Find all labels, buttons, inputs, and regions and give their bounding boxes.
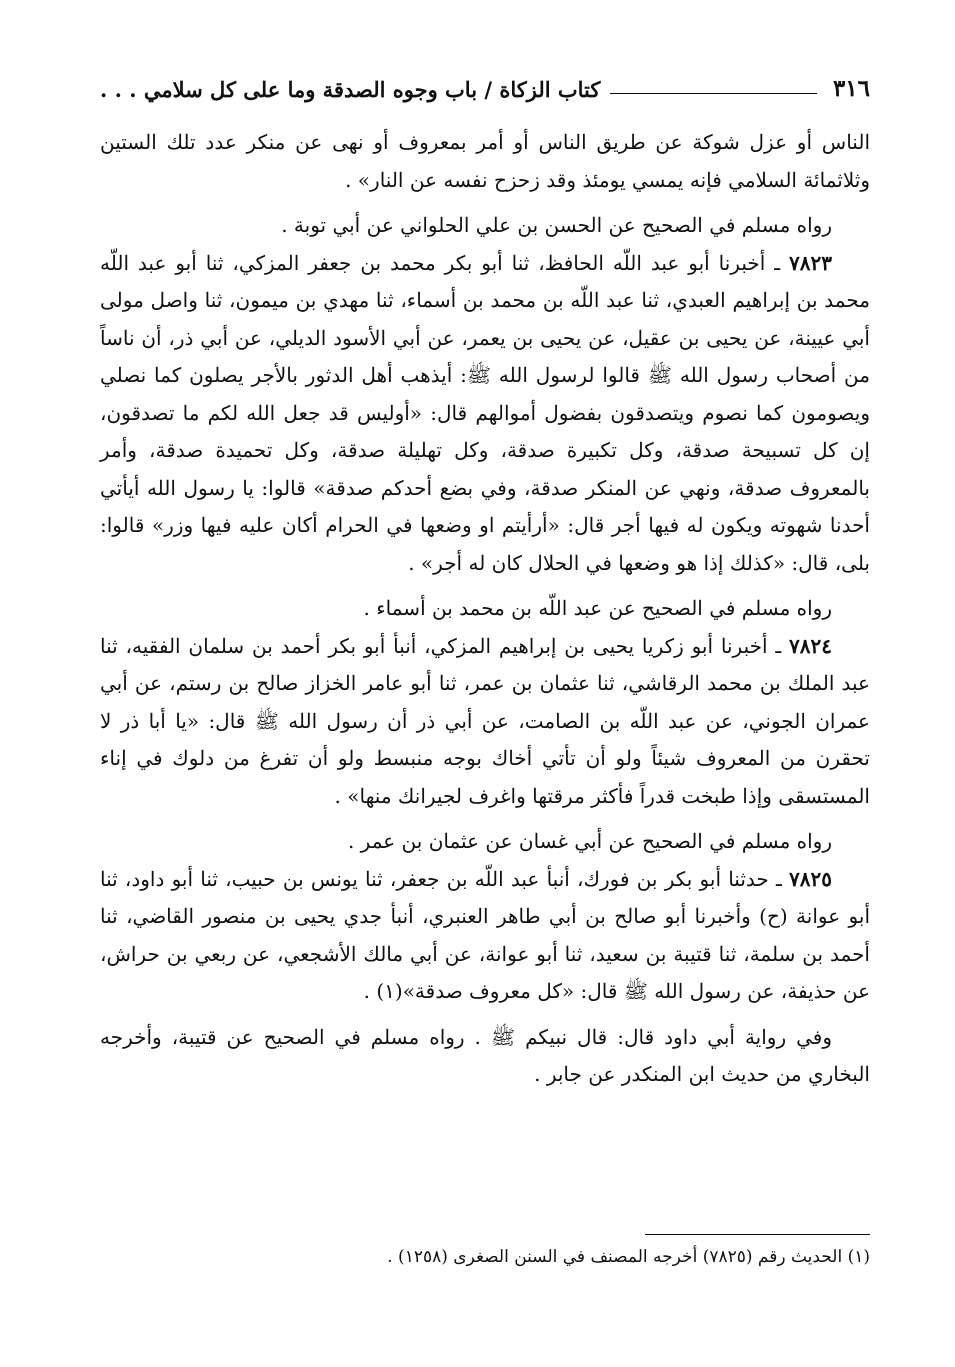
running-title: كتاب الزكاة / باب وجوه الصدقة وما على كل سلامي . . . [100,77,601,102]
hadith-number: ٧٨٢٣ [789,250,832,275]
paragraph-text: رواه مسلم في الصحيح عن عبد اللّه بن محمد بن أسماء . [363,596,832,620]
paragraph-attribution [100,823,870,861]
paragraph-text: وفي رواية أبي داود قال: قال نبيكم ﷺ . رواه مسلم في الصحيح عن قتيبة، وأخرجه البخاري من حديث ابن المنكدر عن جابر . [100,1024,870,1086]
header-rule [610,93,817,94]
paragraph-attribution [100,207,870,245]
paragraph-text: ـ أخبرنا أبو عبد اللّه الحافظ، ثنا أبو بكر محمد بن جعفر المزكي، ثنا أبو عبد اللّه محمد بن إبراهيم العبدي، ثنا عبد اللّه بن محمد بن أسماء، ثنا مهدي بن ميمون، ثنا واصل مولى أبي عيينة، عن يحيى بن عقيل، عن يحيى بن يعمر، عن أبي الأسود الديلي، عن أبي ذر، أن ناساً من أصحاب رسول الله ﷺ قالوا لرسول الله ﷺ: أيذهب أهل الدثور بالأجر يصلون كما نصلي ويصومون كما نصوم ويتصدقون بفضول أموالهم قال: «أوليس قد جعل الله لكم ما تصدقون، إن كل تسبيحة صدقة، وكل تكبيرة صدقة، وكل تهليلة صدقة، وكل تحميدة صدقة، وأمر بالمعروف صدقة، ونهي عن المنكر صدقة، وفي بضع أحدكم صدقة» قالوا: يا رسول الله أيأتي أحدنا شهوته ويكون له فيها أجر قال: «أرأيتم او وضعها في الحرام أكان عليه فيها وزر» قالوا: بلى، قال: «كذلك إذا هو وضعها في الحلال كان له أجر» . [100,250,870,575]
paragraph-text: رواه مسلم في الصحيح عن أبي غسان عن عثمان بن عمر . [347,829,832,853]
hadith-number: ٧٨٢٤ [789,633,832,658]
page-number: ٣١٦ [832,75,870,102]
page-header [100,62,870,102]
paragraph-hadith-7825 [100,861,870,1011]
main-text [100,124,870,1094]
paragraph-hadith-7824 [100,628,870,816]
footnote-rule [645,1234,870,1235]
paragraph-continuation [100,124,870,199]
paragraph-attribution [100,1019,870,1094]
paragraph-text: ـ حدثنا أبو بكر بن فورك، أنبأ عبد اللّه بن جعفر، ثنا يونس بن حبيب، ثنا أبو داود، ثنا أبو عوانة (ح) وأخبرنا أبو صالح بن أبي طاهر العنبري، أنبأ جدي يحيى بن منصور القاضي، ثنا أحمد بن سلمة، ثنا قتيبة بن سعيد، ثنا أبو عوانة، عن أبي مالك الأشجعي، عن ربعي بن حراش، عن حذيفة، عن رسول الله ﷺ قال: «كل معروف صدقة»(١) . [100,866,870,1003]
paragraph-text: رواه مسلم في الصحيح عن الحسن بن علي الحلواني عن أبي توبة . [281,213,832,237]
paragraph-hadith-7823 [100,245,870,583]
book-page [100,62,870,1342]
hadith-number: ٧٨٢٥ [789,866,832,891]
paragraph-text: الناس أو عزل شوكة عن طريق الناس أو أمر بمعروف أو نهى عن منكر عدد تلك الستين وثلاثمائة السلامي فإنه يمسي يومئذ وقد زحزح نفسه عن النار» . [100,130,870,192]
paragraph-attribution [100,590,870,628]
footnote: (١) الحديث رقم (٧٨٢٥) أخرجه المصنف في السنن الصغرى (١٢٥٨) . [387,1247,870,1267]
paragraph-text: ـ أخبرنا أبو زكريا يحيى بن إبراهيم المزكي، أنبأ أبو بكر أحمد بن سلمان الفقيه، ثنا عبد الملك بن محمد الرقاشي، ثنا عثمان بن عمر، ثنا أبو عامر الخزاز صالح بن رستم، عن أبي عمران الجوني، عن عبد اللّه بن الصامت، عن أبي ذر أن رسول الله ﷺ قال: «يا أبا ذر لا تحقرن من المعروف شيئاً ولو أن تأتي أخاك بوجه منبسط ولو أن تفرغ من دلوك في إناء المستسقى وإذا طبخت قدراً فأكثر مرقتها واغرف لجيرانك منها» . [100,633,870,808]
